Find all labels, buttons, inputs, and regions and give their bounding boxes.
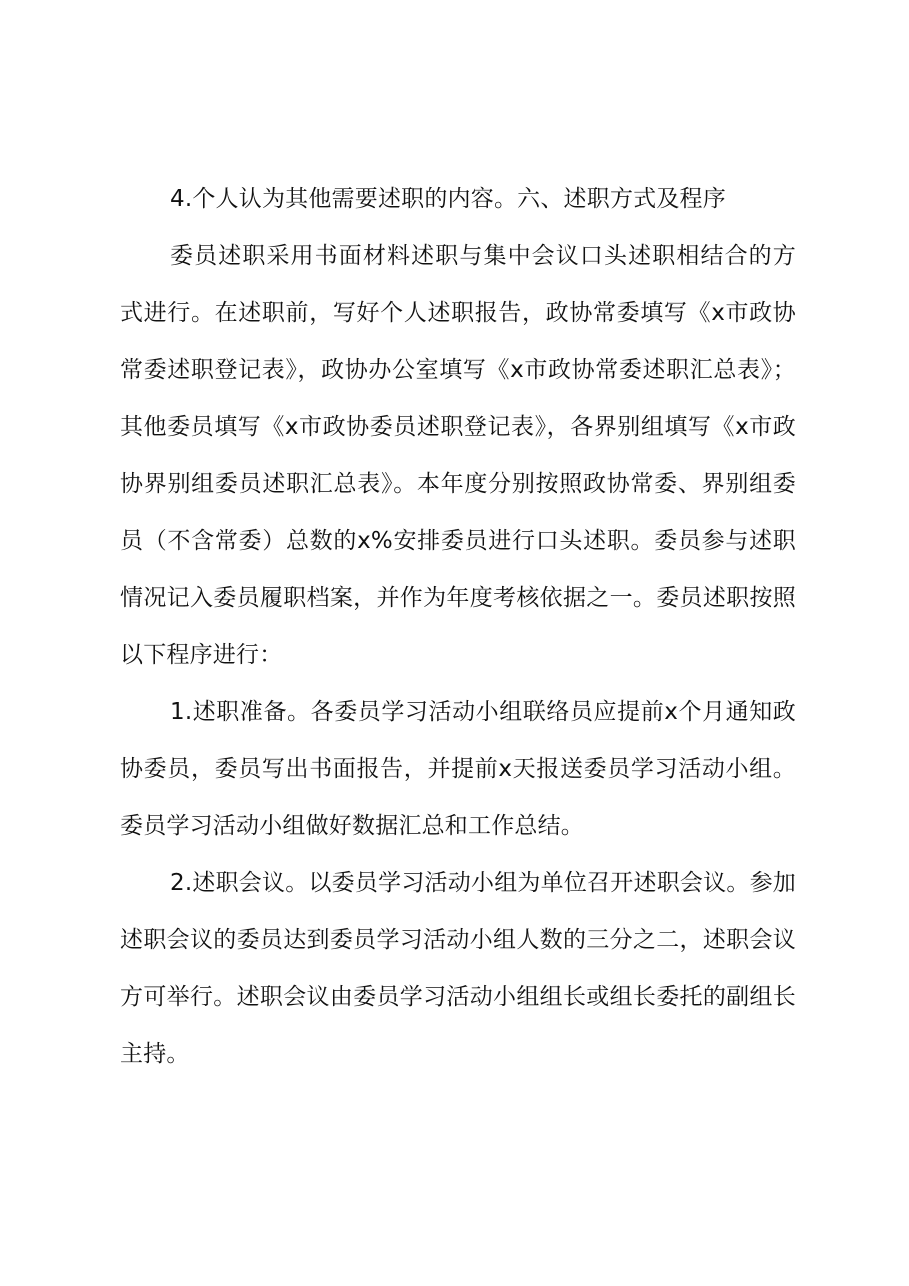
paragraph-section-four-item: 4.个人认为其他需要述职的内容。六、述职方式及程序 (170, 186, 726, 212)
paragraph-step-meeting: 2.述职会议。以委员学习活动小组为单位召开述职会议。参加述职会议的委员达到委员学习活动小组人数的三分之二，述职会议方可举行。述职会议由委员学习活动小组组长或组长委托的副组长主持。 (120, 870, 796, 1067)
document-body (120, 171, 796, 1083)
paragraph-step-preparation: 1.述职准备。各委员学习活动小组联络员应提前x个月通知政协委员，委员写出书面报告，并提前x天报送委员学习活动小组。委员学习活动小组做好数据汇总和工作总结。 (120, 699, 796, 839)
paragraph-reporting-method: 委员述职采用书面材料述职与集中会议口头述职相结合的方式进行。在述职前，写好个人述职报告，政协常委填写《x市政协常委述职登记表》，政协办公室填写《x市政协常委述职汇总表》；其他委员填写《x市政协委员述职登记表》，各界别组填写《x市政协界别组委员述职汇总表》。本年度分别按照政协常委、界别组委员（不含常委）总数的x%安排委员进行口头述职。委员参与述职情况记入委员履职档案，并作为年度考核依据之一。委员述职按照以下程序进行： (120, 243, 796, 668)
